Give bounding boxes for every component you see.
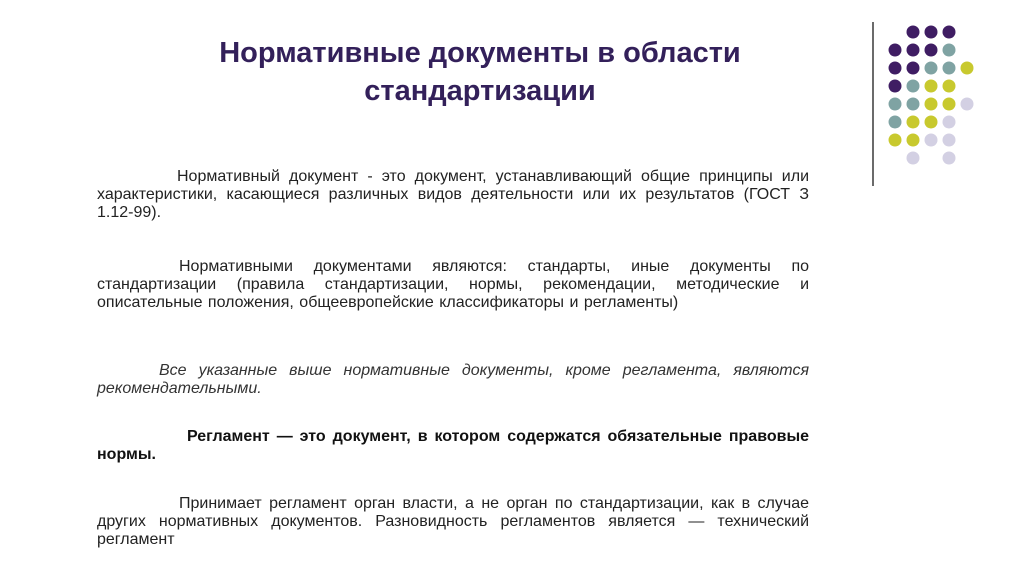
decorative-dot [907,80,920,93]
decorative-dot [889,134,902,147]
decorative-dot [961,62,974,75]
slide-title-line-2: стандартизации [364,75,596,107]
decorative-dot [943,26,956,39]
decorative-dot [925,98,938,111]
decorative-dot [925,62,938,75]
decorative-dot [925,134,938,147]
decorative-dot [907,116,920,129]
paragraph-regulation-adoption: Принимает регламент орган власти, а не орган по стандартизации, как в случае других нормативных документов. Разновидность регламентов является — технический регламент [97,495,809,548]
decorative-dot [889,44,902,57]
decorative-dot [907,134,920,147]
decorative-dot [907,44,920,57]
decorative-dot [889,62,902,75]
paragraph-definition: Нормативный документ - это документ, устанавливающий общие принципы или характеристики, касающиеся различных видов деятельности или их результатов (ГОСТ З 1.12-99). [97,168,809,221]
decorative-dot [907,62,920,75]
decorative-dot [943,134,956,147]
decorative-dot [925,44,938,57]
decorative-dot [925,80,938,93]
decorative-dot [943,98,956,111]
decorative-dot [943,44,956,57]
decorative-dot [943,62,956,75]
decorative-dot [925,116,938,129]
decorative-dot [889,116,902,129]
decorative-dot [943,152,956,165]
decorative-dot [889,80,902,93]
vertical-divider [872,22,874,186]
paragraph-document-types: Нормативными документами являются: стандарты, иные документы по стандартизации (правила стандартизации, нормы, рекомендации, методические и описательные положения, общеевропейские классификаторы и регламенты) [97,258,809,311]
decorative-dot [907,98,920,111]
decorative-dot [961,98,974,111]
decorative-dot [943,80,956,93]
decorative-dot [925,26,938,39]
slide-title [120,34,840,110]
decorative-dot [889,98,902,111]
decorative-dot [907,152,920,165]
paragraph-recommendation-note: Все указанные выше нормативные документы, кроме регламента, являются рекомендательными. [97,362,809,397]
decorative-dot [907,26,920,39]
slide-title-line-1: Нормативные документы в области [219,37,741,69]
paragraph-regulation-definition: Регламент — это документ, в котором содержатся обязательные правовые нормы. [97,428,809,463]
decorative-dot [943,116,956,129]
